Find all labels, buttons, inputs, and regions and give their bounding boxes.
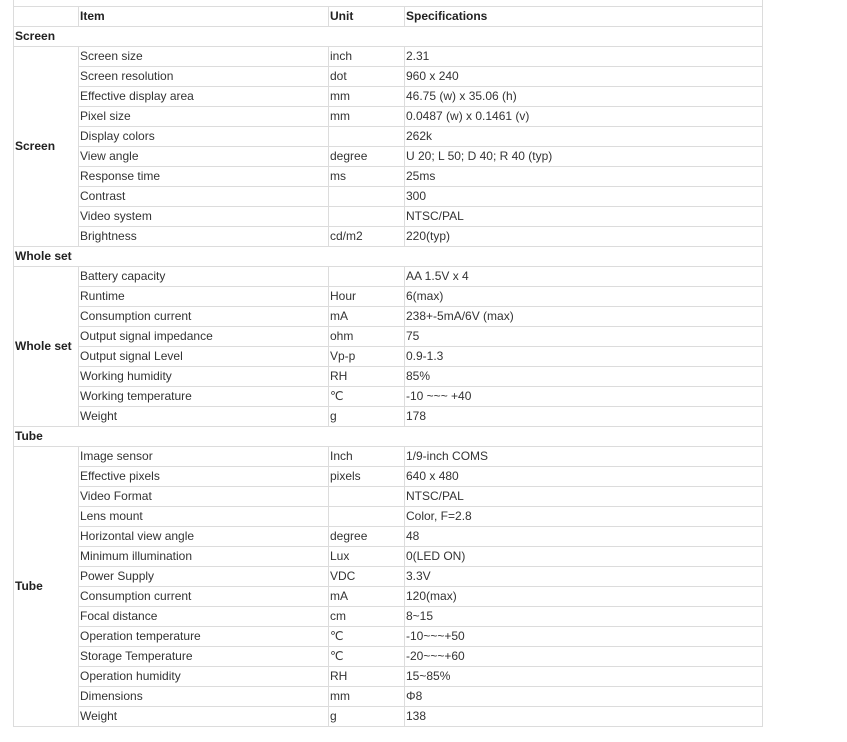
row-spec: 0.0487 (w) x 0.1461 (v)	[405, 107, 763, 127]
row-spec: 178	[405, 407, 763, 427]
row-item: Storage Temperature	[79, 647, 329, 667]
row-unit: degree	[329, 527, 405, 547]
table-row	[14, 387, 763, 407]
row-unit: RH	[329, 367, 405, 387]
row-unit: mm	[329, 107, 405, 127]
table-row	[14, 67, 763, 87]
row-item: Runtime	[79, 287, 329, 307]
row-spec: 220(typ)	[405, 227, 763, 247]
table-row	[14, 687, 763, 707]
row-spec: -10~~~+50	[405, 627, 763, 647]
row-unit: g	[329, 407, 405, 427]
section-title-screen: Screen	[14, 27, 763, 47]
row-item: Weight	[79, 707, 329, 727]
row-unit	[329, 267, 405, 287]
row-spec: 25ms	[405, 167, 763, 187]
table-row	[14, 707, 763, 727]
row-unit: Vp-p	[329, 347, 405, 367]
specifications-table-body	[14, 0, 763, 727]
row-item: Working humidity	[79, 367, 329, 387]
table-row	[14, 547, 763, 567]
row-spec: 640 x 480	[405, 467, 763, 487]
row-unit: ℃	[329, 387, 405, 407]
section-title-row-whole-set	[14, 247, 763, 267]
specifications-table	[13, 0, 763, 727]
row-item: Image sensor	[79, 447, 329, 467]
row-item: Consumption current	[79, 587, 329, 607]
row-spec: 3.3V	[405, 567, 763, 587]
row-spec: Color, F=2.8	[405, 507, 763, 527]
row-item: Consumption current	[79, 307, 329, 327]
table-row	[14, 507, 763, 527]
row-unit: g	[329, 707, 405, 727]
row-item: Pixel size	[79, 107, 329, 127]
row-spec: 262k	[405, 127, 763, 147]
row-unit: cd/m2	[329, 227, 405, 247]
row-spec: 300	[405, 187, 763, 207]
row-item: Brightness	[79, 227, 329, 247]
row-unit: pixels	[329, 467, 405, 487]
row-item: Weight	[79, 407, 329, 427]
table-row	[14, 407, 763, 427]
row-item: Response time	[79, 167, 329, 187]
table-row	[14, 207, 763, 227]
row-item: Working temperature	[79, 387, 329, 407]
row-item: Operation temperature	[79, 627, 329, 647]
row-unit: Hour	[329, 287, 405, 307]
row-unit: Inch	[329, 447, 405, 467]
row-item: Dimensions	[79, 687, 329, 707]
table-row	[14, 187, 763, 207]
table-row	[14, 487, 763, 507]
table-row	[14, 47, 763, 67]
table-row	[14, 567, 763, 587]
row-spec: 48	[405, 527, 763, 547]
row-item: Minimum illumination	[79, 547, 329, 567]
row-spec: -10 ~~~ +40	[405, 387, 763, 407]
row-spec: 0(LED ON)	[405, 547, 763, 567]
row-item: Lens mount	[79, 507, 329, 527]
row-unit: ohm	[329, 327, 405, 347]
row-item: Output signal impedance	[79, 327, 329, 347]
row-unit: VDC	[329, 567, 405, 587]
row-spec: 8~15	[405, 607, 763, 627]
row-unit: mm	[329, 87, 405, 107]
row-unit: RH	[329, 667, 405, 687]
table-row	[14, 607, 763, 627]
row-spec: Φ8	[405, 687, 763, 707]
table-row	[14, 227, 763, 247]
table-row	[14, 367, 763, 387]
table-row	[14, 467, 763, 487]
row-unit	[329, 127, 405, 147]
row-spec: AA 1.5V x 4	[405, 267, 763, 287]
row-spec: 6(max)	[405, 287, 763, 307]
row-item: Screen size	[79, 47, 329, 67]
row-unit: degree	[329, 147, 405, 167]
table-row	[14, 267, 763, 287]
row-item: Operation humidity	[79, 667, 329, 687]
table-row	[14, 647, 763, 667]
table-row	[14, 107, 763, 127]
row-spec: NTSC/PAL	[405, 207, 763, 227]
table-row	[14, 327, 763, 347]
row-item: Output signal Level	[79, 347, 329, 367]
table-row	[14, 287, 763, 307]
table-row	[14, 627, 763, 647]
row-spec: 85%	[405, 367, 763, 387]
row-item: Display colors	[79, 127, 329, 147]
table-row	[14, 167, 763, 187]
row-unit	[329, 207, 405, 227]
row-spec: 0.9-1.3	[405, 347, 763, 367]
group-label-whole-set: Whole set	[14, 267, 79, 427]
table-row	[14, 447, 763, 467]
table-row	[14, 147, 763, 167]
row-spec: 960 x 240	[405, 67, 763, 87]
table-header-row	[14, 7, 763, 27]
table-row	[14, 587, 763, 607]
row-spec: 120(max)	[405, 587, 763, 607]
header-item: Item	[79, 7, 329, 27]
row-item: Power Supply	[79, 567, 329, 587]
row-spec: 46.75 (w) x 35.06 (h)	[405, 87, 763, 107]
header-group-cell	[14, 7, 79, 27]
row-unit: cm	[329, 607, 405, 627]
section-title-row-screen	[14, 27, 763, 47]
row-unit: Lux	[329, 547, 405, 567]
table-row	[14, 527, 763, 547]
table-row	[14, 127, 763, 147]
row-unit: mA	[329, 307, 405, 327]
row-unit: ms	[329, 167, 405, 187]
row-item: Screen resolution	[79, 67, 329, 87]
header-unit: Unit	[329, 7, 405, 27]
row-item: Effective display area	[79, 87, 329, 107]
row-spec: 138	[405, 707, 763, 727]
row-item: Effective pixels	[79, 467, 329, 487]
row-unit: ℃	[329, 647, 405, 667]
section-title-row-tube	[14, 427, 763, 447]
row-item: Contrast	[79, 187, 329, 207]
header-specifications: Specifications	[405, 7, 763, 27]
group-label-tube: Tube	[14, 447, 79, 727]
row-unit: mA	[329, 587, 405, 607]
row-spec: NTSC/PAL	[405, 487, 763, 507]
row-item: Horizontal view angle	[79, 527, 329, 547]
row-unit: inch	[329, 47, 405, 67]
section-title-whole-set: Whole set	[14, 247, 763, 267]
row-spec: 75	[405, 327, 763, 347]
row-spec: 238+-5mA/6V (max)	[405, 307, 763, 327]
row-item: View angle	[79, 147, 329, 167]
table-row	[14, 307, 763, 327]
row-spec: 2.31	[405, 47, 763, 67]
row-unit: mm	[329, 687, 405, 707]
table-row	[14, 667, 763, 687]
row-spec: 1/9-inch COMS	[405, 447, 763, 467]
group-label-screen: Screen	[14, 47, 79, 247]
row-item: Video Format	[79, 487, 329, 507]
row-spec: U 20; L 50; D 40; R 40 (typ)	[405, 147, 763, 167]
row-item: Focal distance	[79, 607, 329, 627]
section-title-tube: Tube	[14, 427, 763, 447]
row-item: Video system	[79, 207, 329, 227]
row-item: Battery capacity	[79, 267, 329, 287]
row-spec: 15~85%	[405, 667, 763, 687]
row-unit: dot	[329, 67, 405, 87]
row-unit	[329, 187, 405, 207]
row-unit: ℃	[329, 627, 405, 647]
table-row	[14, 87, 763, 107]
row-unit	[329, 487, 405, 507]
table-row	[14, 347, 763, 367]
row-unit	[329, 507, 405, 527]
row-spec: -20~~~+60	[405, 647, 763, 667]
